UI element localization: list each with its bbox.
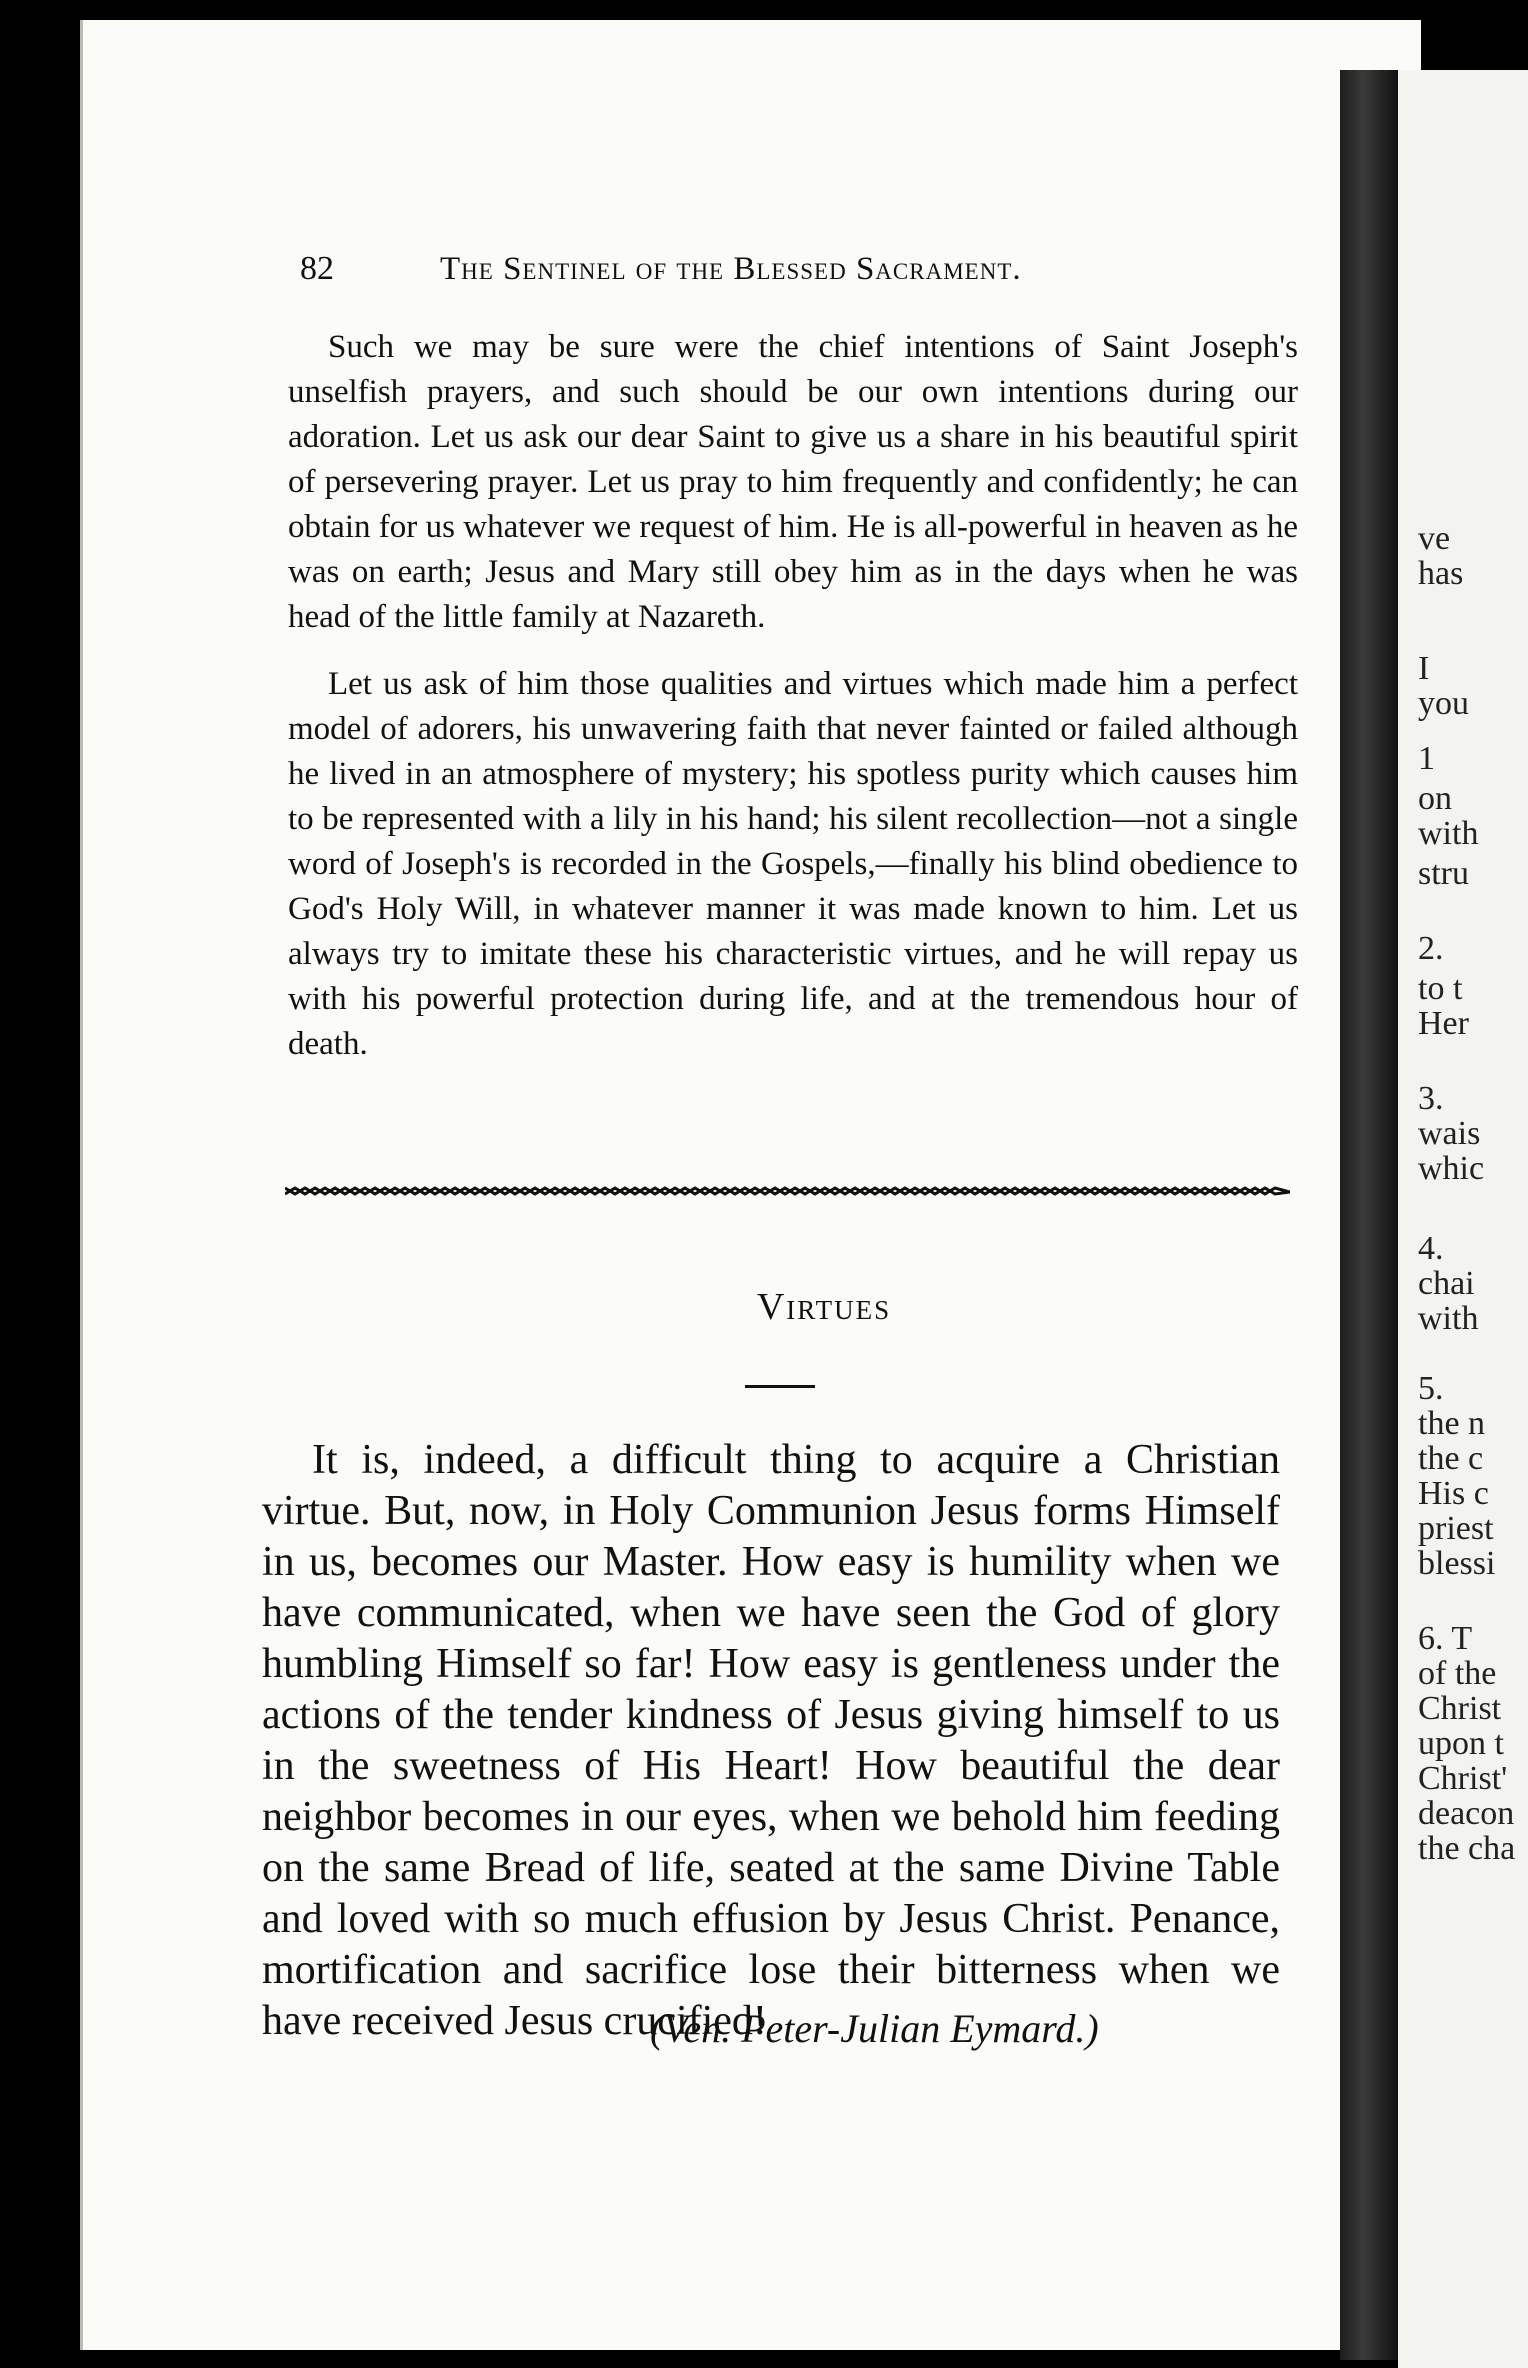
facing-page-fragment: His c — [1418, 1475, 1489, 1512]
facing-page-fragment: 5. — [1418, 1370, 1444, 1407]
page-number: 82 — [300, 250, 334, 287]
section-title: Virtues — [756, 1286, 892, 1328]
ornamental-divider — [285, 1182, 1290, 1204]
facing-page-fragment: the n — [1418, 1405, 1486, 1442]
facing-page-fragment: 2. — [1418, 930, 1444, 967]
facing-page-fragment: upon t — [1418, 1725, 1504, 1762]
facing-page-fragment: you — [1418, 685, 1469, 722]
title-underline — [745, 1385, 815, 1388]
running-header — [300, 250, 1330, 288]
facing-page-fragment: 6. T — [1418, 1620, 1473, 1657]
facing-page-fragment: stru — [1418, 855, 1469, 892]
facing-page-fragment: with — [1418, 815, 1479, 852]
facing-page-fragment: on — [1418, 780, 1452, 817]
paragraph: It is, indeed, a difficult thing to acquire a Christian virtue. But, now, in Holy Communion Jesus forms Himself in us, becomes our Master. How easy is humility when we have communicated, when we have seen the God of glory humbling Himself so far! How easy is gentleness under the actions of the tender kindness of Jesus giving himself to us in the sweetness of His Heart! How beautiful the dear neighbor becomes in our eyes, when we behold him feeding on the same Bread of life, seated at the same Divine Table and loved with so much effusion by Jesus Christ. Penance, mortification and sacrifice lose their bitterness when we have received Jesus crucified! — [262, 1437, 1280, 2044]
facing-page-fragment: 1 — [1418, 740, 1435, 777]
facing-page-fragment: the c — [1418, 1440, 1484, 1477]
paragraph: Such we may be sure were the chief intentions of Saint Joseph's unselfish prayers, and such should be our own intentions during our adoration. Let us ask our dear Saint to give us a share in his beautiful spirit of persevering prayer. Let us pray to him frequently and confidently; he can obtain for us whatever we request of him. He is all-powerful in heaven as he was on earth; Jesus and Mary still obey him as in the days when he was head of the little family at Nazareth. — [288, 329, 1298, 635]
facing-page-fragment: ve — [1418, 520, 1451, 557]
attribution: (Ven. Peter-Julian Eymard.) — [650, 2006, 1099, 2051]
facing-page-fragment: the cha — [1418, 1830, 1516, 1867]
facing-page-fragment: to t — [1418, 970, 1463, 1007]
facing-page-fragment: 4. — [1418, 1230, 1444, 1267]
paragraph: Let us ask of him those qualities and virtues which made him a perfect model of adorers, his unwavering faith that never fainted or failed although he lived in an atmosphere of mystery; his spotless purity which causes him to be represented with a lily in his hand; his silent recollection—not a single word of Joseph's is recorded in the Gospels,—finally his blind obedience to God's Holy Will, in whatever manner it was made known to him. Let us always try to imitate these his characteristic virtues, and he will repay us with his powerful protection during life, and at the tremendous hour of death. — [288, 666, 1298, 1062]
facing-page-fragment: 3. — [1418, 1080, 1444, 1117]
facing-page-fragment: of the — [1418, 1655, 1497, 1692]
facing-page — [1398, 70, 1528, 2368]
facing-page-fragment: Christ' — [1418, 1760, 1508, 1797]
article-body — [288, 325, 1298, 1089]
facing-page-fragment: with — [1418, 1300, 1479, 1337]
facing-page-fragment: whic — [1418, 1150, 1485, 1187]
facing-page-fragment: wais — [1418, 1115, 1481, 1152]
facing-page-fragment: Christ — [1418, 1690, 1502, 1727]
book-spine-shadow — [1340, 70, 1398, 2360]
facing-page-fragment: priest — [1418, 1510, 1494, 1547]
facing-page-fragment: chai — [1418, 1265, 1475, 1302]
quote-body — [262, 1435, 1280, 2047]
facing-page-fragment: has — [1418, 555, 1464, 592]
facing-page-fragment: deacon — [1418, 1795, 1515, 1832]
facing-page-fragment: Her — [1418, 1005, 1469, 1042]
facing-page-fragment: I — [1418, 650, 1430, 687]
running-title: The Sentinel of the Blessed Sacrament. — [440, 251, 1022, 287]
facing-page-fragment: blessi — [1418, 1545, 1496, 1582]
